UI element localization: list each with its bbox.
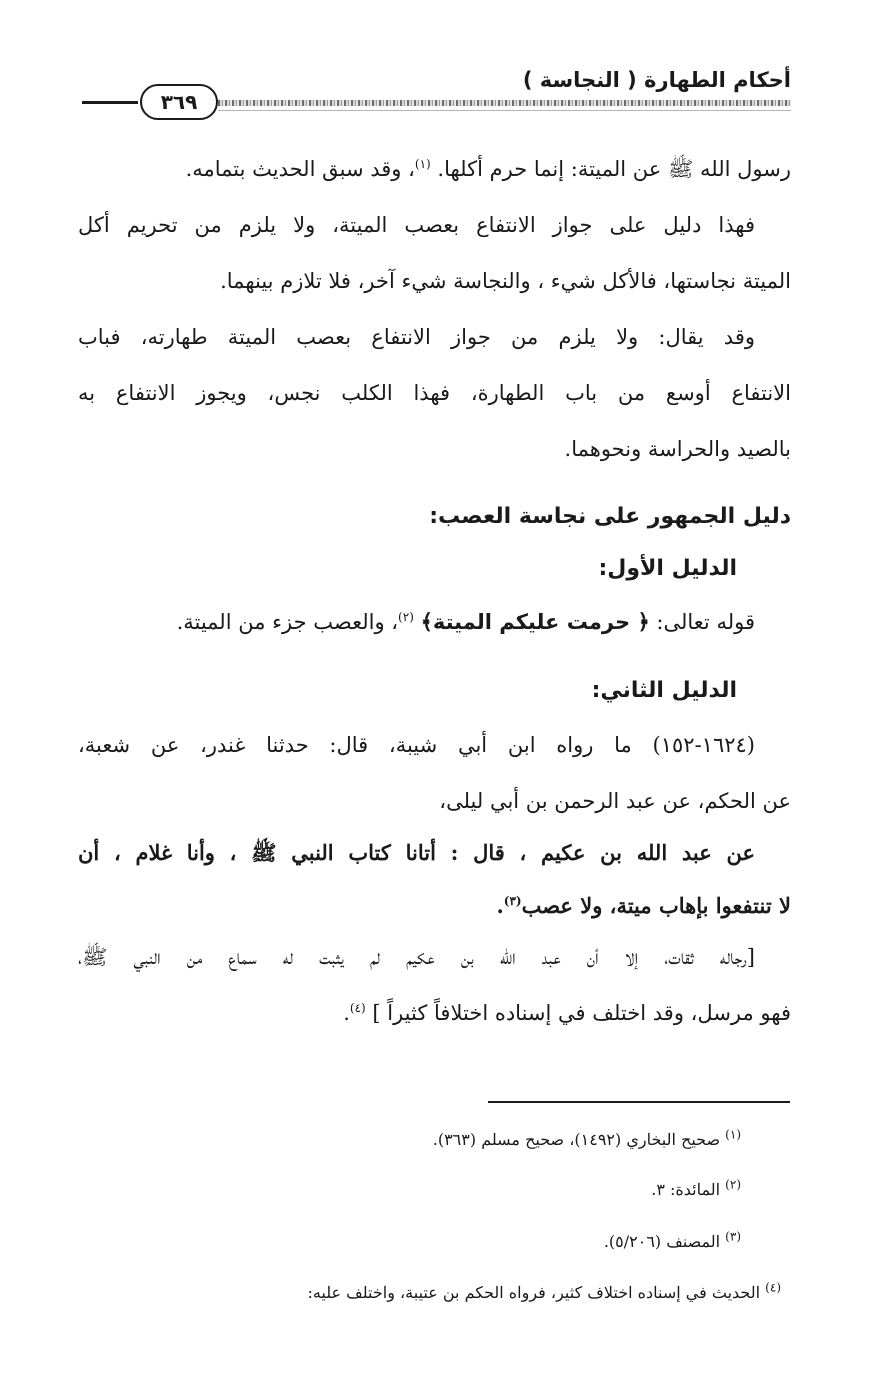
footnote-number: (١): [725, 1127, 741, 1142]
text-span: قوله تعالى:: [649, 610, 755, 634]
text-span: ، وقد سبق الحديث بتمامه.: [185, 157, 415, 181]
body-line-1: [186, 157, 791, 182]
body-line-3: الميتة نجاستها، فالأكل شيء ، والنجاسة شيء آخر، فلا تلازم بينهما.: [220, 269, 791, 293]
text-span: ، والعصب جزء من الميتة.: [176, 610, 399, 634]
quran-quote: ﴿ حرمت عليكم الميتة﴾: [420, 610, 650, 634]
footnote-text: المصنف (٥/٢٠٦).: [603, 1232, 726, 1251]
grading-line-2: [343, 1001, 791, 1026]
header-rule-ornament: [218, 100, 791, 106]
subheading-first-evidence: الدليل الأول:: [598, 556, 737, 581]
footnote-text: المائدة: ٣.: [651, 1180, 726, 1199]
grading-line-1: [رجاله ثقات، إلا أن عبد الله بن عكيم لم يثبت له سماع من النبي ﷺ،: [78, 945, 755, 969]
text-span: .: [496, 893, 504, 918]
hadith-line-2: [496, 893, 791, 918]
footnote-1: [432, 1127, 741, 1149]
text-span: رسول الله ﷺ عن الميتة: إنما حرم أكلها.: [437, 157, 791, 181]
body-line-5: الانتفاع أوسع من باب الطهارة، فهذا الكلب نجس، ويجوز الانتفاع به: [78, 381, 791, 405]
text-span: لا تنتفعوا بإهاب ميتة، ولا عصب: [521, 893, 791, 918]
footnote-2: [651, 1177, 741, 1199]
text-span: .: [343, 1001, 350, 1025]
hadith-line-1: عن عبد الله بن عكيم ، قال : أتانا كتاب النبي ﷺ ، وأنا غلام ، أن: [78, 840, 755, 865]
footnote-ref-1[interactable]: (١): [414, 157, 431, 171]
body-line-isnad-2: عن الحكم، عن عبد الرحمن بن أبي ليلى،: [439, 789, 791, 813]
body-line-isnad-1: (١٦٢٤-١٥٢) ما رواه ابن أبي شيبة، قال: حدثنا غندر، عن شعبة،: [78, 733, 755, 757]
body-line-2: فهذا دليل على جواز الانتفاع بعصب الميتة، ولا يلزم من تحريم أكل: [78, 213, 755, 237]
footnote-3: [603, 1229, 741, 1251]
footnote-ref-3[interactable]: (٣): [503, 894, 522, 908]
header-rule-left: [82, 101, 138, 104]
footnote-number: (٤): [765, 1280, 781, 1295]
footnote-number: (٣): [725, 1229, 741, 1244]
text-span: فهو مرسل، وقد اختلف في إسناده اختلافاً كثيراً ]: [372, 1001, 791, 1025]
footnote-4: [307, 1280, 781, 1302]
page-number: ٣٦٩: [160, 90, 198, 114]
footnote-separator: [488, 1101, 790, 1103]
subheading-second-evidence: الدليل الثاني:: [591, 678, 737, 703]
body-line-quran: [177, 610, 755, 635]
page-number-badge: [140, 84, 218, 120]
footnote-ref-4[interactable]: (٤): [349, 1001, 366, 1015]
footnote-text: الحديث في إسناده اختلاف كثير، فرواه الحكم بن عتيبة، واختلف عليه:: [307, 1283, 766, 1302]
footnote-ref-2[interactable]: (٢): [398, 610, 414, 624]
body-line-4: وقد يقال: ولا يلزم من جواز الانتفاع بعصب الميتة طهارته، فباب: [78, 325, 755, 349]
section-heading: دليل الجمهور على نجاسة العصب:: [429, 504, 791, 529]
body-line-6: بالصيد والحراسة ونحوهما.: [564, 437, 791, 461]
running-title: أحكام الطهارة ( النجاسة ): [522, 68, 791, 92]
footnote-text: صحيح البخاري (١٤٩٢)، صحيح مسلم (٣٦٣).: [432, 1130, 726, 1149]
footnote-number: (٢): [725, 1177, 741, 1192]
header-rule-thin: [218, 110, 791, 111]
